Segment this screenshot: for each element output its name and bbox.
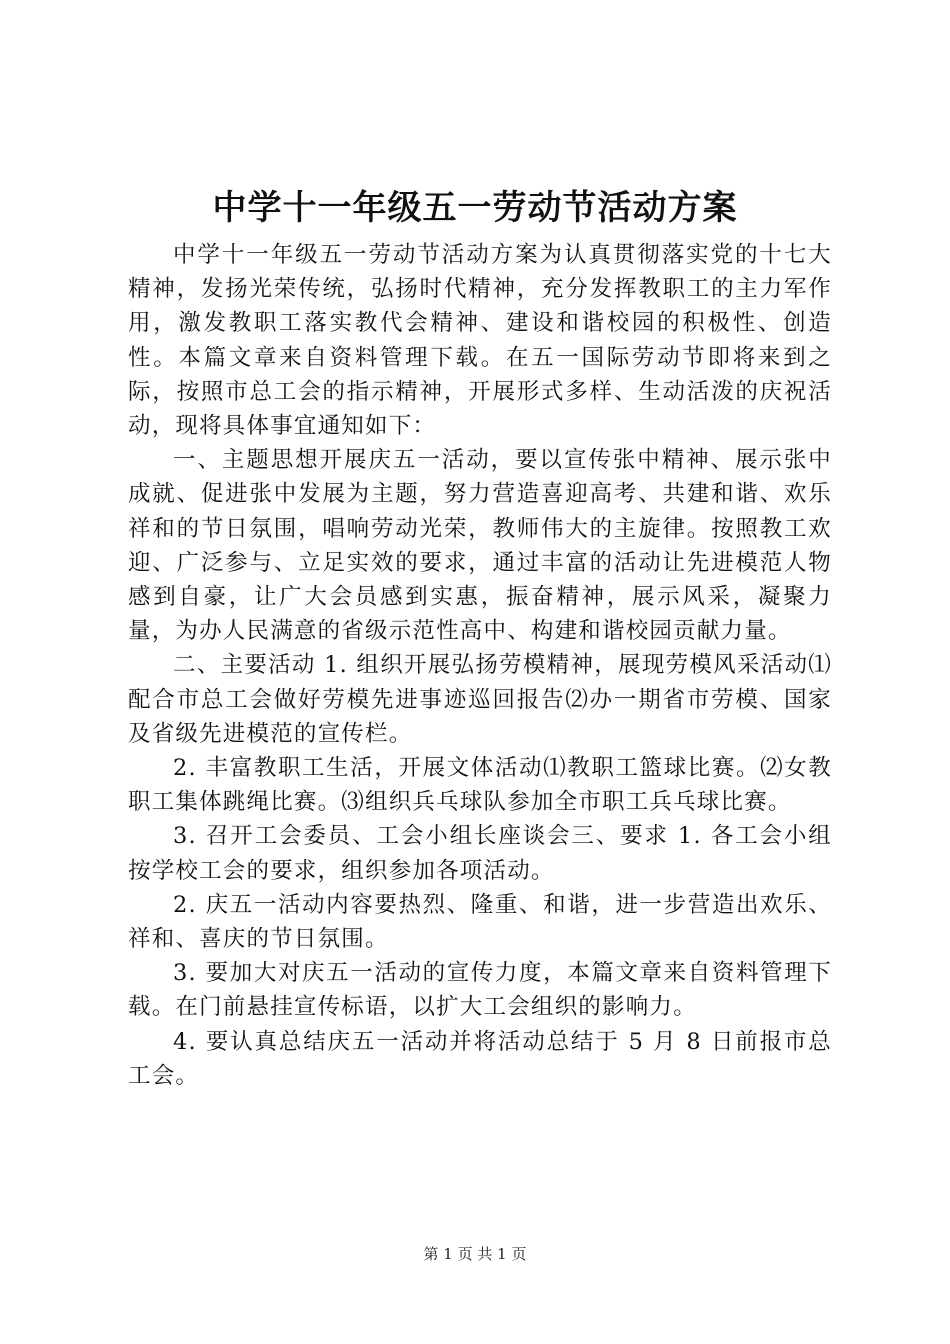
paragraph-main-activities: 二、主要活动 1. 组织开展弘扬劳模精神，展现劳模风采活动⑴配合市总工会做好劳模先进事迹巡回报告⑵办一期省市劳模、国家及省级先进模范的宣传栏。 [128,652,832,747]
paragraph-theme: 一、主题思想开展庆五一活动，要以宣传张中精神、展示张中成就、促进张中发展为主题，努力营造喜迎高考、共建和谐、欢乐祥和的节日氛围，唱响劳动光荣，教师伟大的主旋律。按照教工欢迎、广泛参与、立足实效的要求，通过丰富的活动让先进模范人物感到自豪，让广大会员感到实惠，振奋精神，展示风采，凝聚力量，为办人民满意的省级示范性高中、构建和谐校园贡献力量。 [128,447,832,645]
paragraph-publicity: 3. 要加大对庆五一活动的宣传力度，本篇文章来自资料管理下载。在门前悬挂宣传标语，以扩大工会组织的影响力。 [128,960,832,1021]
paragraph-atmosphere: 2. 庆五一活动内容要热烈、隆重、和谐，进一步营造出欢乐、祥和、喜庆的节日氛围。 [128,891,832,953]
paragraph-sports-activities: 2. 丰富教职工生活，开展文体活动⑴教职工篮球比赛。⑵女教职工集体跳绳比赛。⑶组织兵乓球队参加全市职工兵乓球比赛。 [128,755,832,816]
page-number-footer: 第 1 页 共 1 页 [423,1245,527,1263]
paragraph-intro: 中学十一年级五一劳动节活动方案为认真贯彻落实党的十七大精神，发扬光荣传统，弘扬时代精神，充分发挥教职工的主力军作用，激发教职工落实教代会精神、建设和谐校园的积极性、创造性。本篇文章来自资料管理下载。在五一国际劳动节即将来到之际，按照市总工会的指示精神，开展形式多样、生动活泼的庆祝活动，现将具体事宜通知如下： [128,242,832,440]
paragraph-meeting-requirements: 3. 召开工会委员、工会小组长座谈会三、要求 1. 各工会小组按学校工会的要求，组织参加各项活动。 [128,823,832,884]
paragraph-summary: 4. 要认真总结庆五一活动并将活动总结于 5 月 8 日前报市总工会。 [128,1028,832,1089]
document-title: 中学十一年级五一劳动节活动方案 [212,188,738,228]
document-body [128,238,832,1093]
